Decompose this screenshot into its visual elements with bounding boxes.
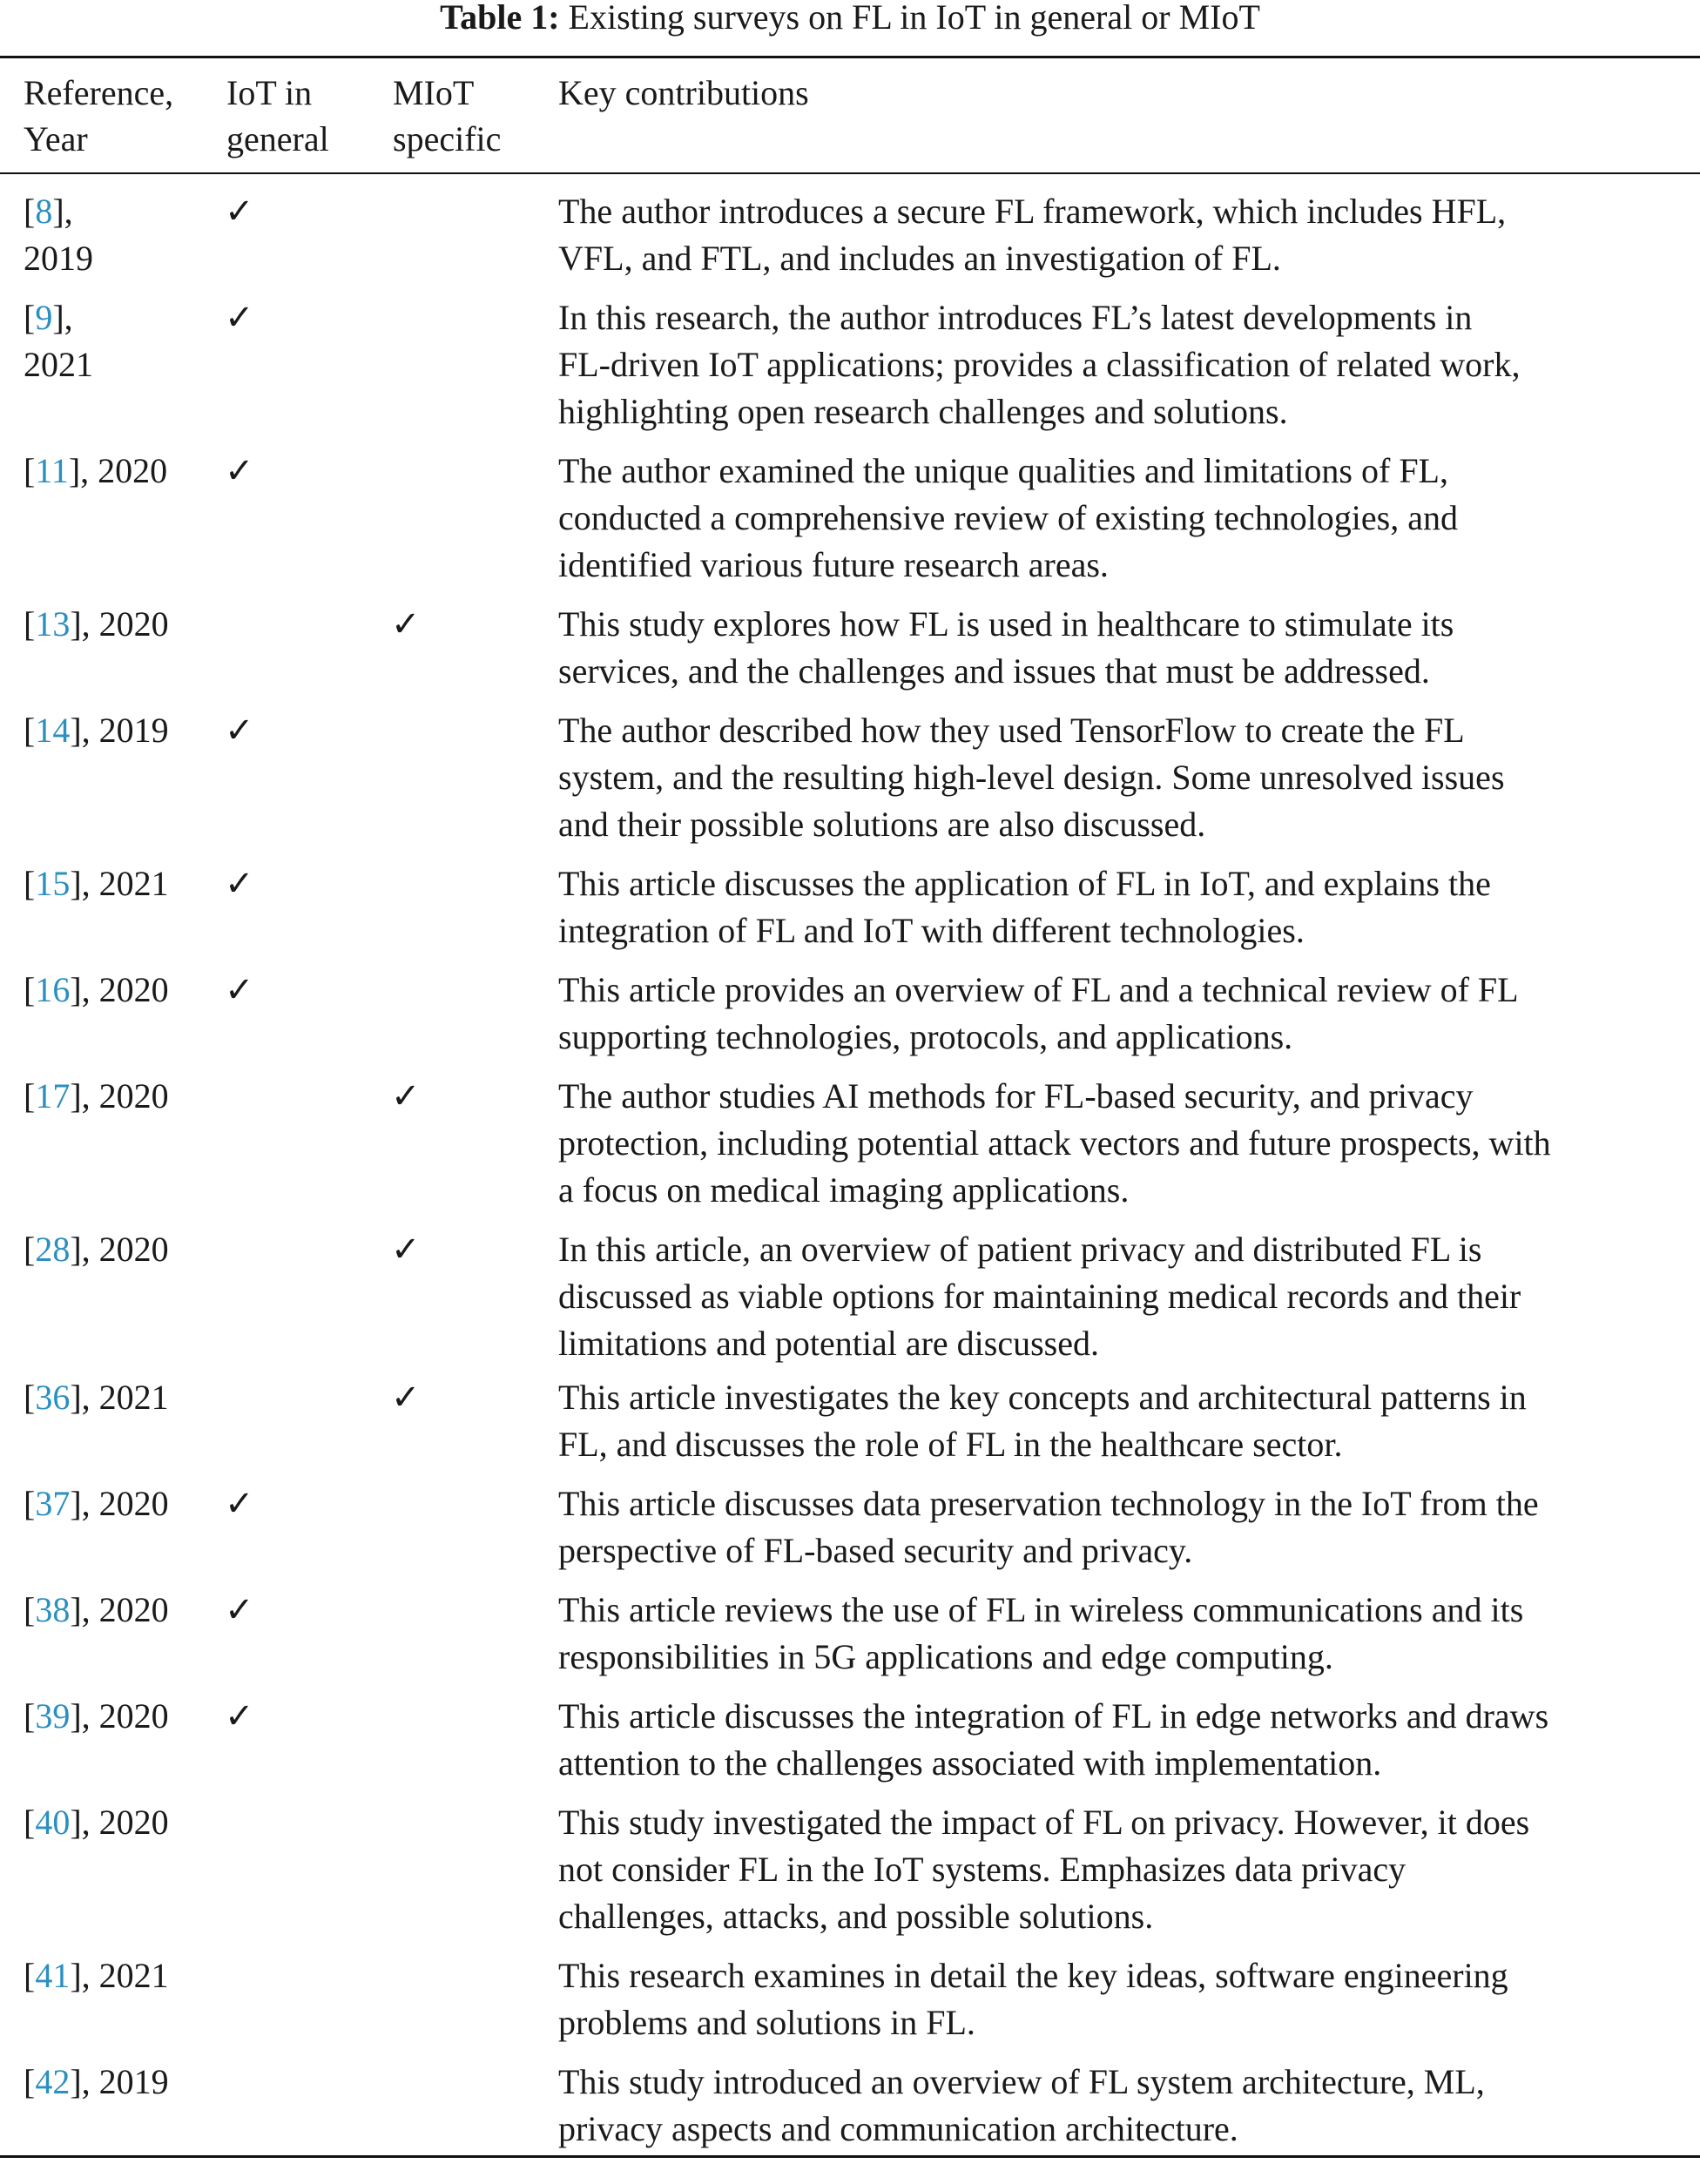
contribution-line: system, and the resulting high-level design. Some unresolved issues [558, 758, 1505, 797]
reference-cell [24, 1587, 224, 1634]
reference-line: [8], [24, 192, 73, 231]
contribution-line: The author introduces a secure FL framework, which includes HFL, [558, 192, 1507, 231]
citation-link[interactable]: 37 [35, 1484, 71, 1523]
contribution-line: conducted a comprehensive review of existing technologies, and [558, 498, 1458, 537]
reference-line: [42], 2019 [24, 2062, 169, 2101]
contribution-line: services, and the challenges and issues that must be addressed. [558, 651, 1430, 691]
reference-cell [24, 2059, 224, 2106]
checkmark-icon: ✓ [225, 298, 254, 338]
contribution-line: This article reviews the use of FL in wireless communications and its [558, 1590, 1524, 1629]
contribution-line: The author described how they used TensorFlow to create the FL [558, 711, 1465, 750]
reference-cell [24, 1226, 224, 1273]
reference-cell [24, 1952, 224, 1999]
iot-general-cell [225, 860, 277, 907]
iot-general-cell [225, 707, 277, 754]
reference-line: [36], 2021 [24, 1378, 169, 1417]
reference-line: [14], 2019 [24, 711, 169, 750]
citation-link[interactable]: 40 [35, 1803, 71, 1842]
contribution-line: discussed as viable options for maintaining medical records and their [558, 1277, 1521, 1316]
contribution-line: The author studies AI methods for FL-based security, and privacy [558, 1076, 1474, 1116]
reference-cell [24, 1693, 224, 1740]
checkmark-icon: ✓ [225, 711, 254, 751]
miot-specific-cell [391, 1374, 443, 1421]
miot-specific-cell [391, 601, 443, 648]
reference-line: [38], 2020 [24, 1590, 169, 1629]
reference-cell [24, 1799, 224, 1846]
key-contributions-cell [558, 1226, 1695, 1367]
checkmark-icon: ✓ [225, 1590, 254, 1630]
contribution-line: This article discusses data preservation technology in the IoT from the [558, 1484, 1539, 1523]
header-line: IoT in [226, 73, 313, 112]
key-contributions-cell [558, 448, 1695, 589]
miot-specific-cell [391, 1226, 443, 1273]
contribution-line: This study introduced an overview of FL system architecture, ML, [558, 2062, 1485, 2101]
key-contributions-cell [558, 1374, 1695, 1468]
contribution-line: The author examined the unique qualities and limitations of FL, [558, 451, 1448, 490]
checkmark-icon: ✓ [391, 1378, 421, 1418]
citation-link[interactable]: 41 [35, 1956, 71, 1995]
key-contributions-cell [558, 707, 1695, 848]
reference-line: 2019 [24, 239, 93, 278]
reference-line: [16], 2020 [24, 970, 169, 1009]
contribution-line: and their possible solutions are also discussed. [558, 805, 1206, 844]
citation-link[interactable]: 11 [35, 451, 69, 490]
checkmark-icon: ✓ [225, 192, 254, 232]
iot-general-cell [225, 1480, 277, 1527]
contribution-line: FL-driven IoT applications; provides a classification of related work, [558, 345, 1521, 384]
contribution-line: This article investigates the key concepts and architectural patterns in [558, 1378, 1527, 1417]
checkmark-icon: ✓ [225, 970, 254, 1010]
contribution-line: not consider FL in the IoT systems. Emphasizes data privacy [558, 1850, 1407, 1889]
contribution-line: identified various future research areas. [558, 545, 1109, 584]
reference-line: [28], 2020 [24, 1230, 169, 1269]
contribution-line: In this article, an overview of patient privacy and distributed FL is [558, 1230, 1482, 1269]
reference-line: [17], 2020 [24, 1076, 169, 1116]
contribution-line: a focus on medical imaging applications. [558, 1170, 1130, 1210]
key-contributions-cell [558, 967, 1695, 1061]
citation-link[interactable]: 8 [35, 192, 53, 231]
checkmark-icon: ✓ [225, 451, 254, 491]
iot-general-cell [225, 188, 277, 235]
key-contributions-cell [558, 860, 1695, 954]
header-line: Year [24, 119, 88, 158]
table-caption-label: Table 1: [440, 0, 560, 37]
iot-general-cell [225, 1587, 277, 1634]
header-line: MIoT [393, 73, 475, 112]
checkmark-icon: ✓ [391, 604, 421, 644]
reference-line: 2021 [24, 345, 93, 384]
citation-link[interactable]: 36 [35, 1378, 71, 1417]
contribution-line: This article discusses the integration of FL in edge networks and draws [558, 1696, 1549, 1736]
key-contributions-cell [558, 1799, 1695, 1940]
header-line: Reference, [24, 73, 174, 112]
iot-general-cell [225, 294, 277, 341]
citation-link[interactable]: 13 [35, 604, 71, 644]
contribution-line: This article discusses the application of FL in IoT, and explains the [558, 864, 1491, 903]
contribution-line: responsibilities in 5G applications and edge computing. [558, 1637, 1333, 1676]
header-line: general [226, 119, 329, 158]
reference-cell [24, 1480, 224, 1527]
reference-line: [11], 2020 [24, 451, 168, 490]
header-line: specific [393, 119, 502, 158]
table-bottom-rule [0, 2155, 1700, 2158]
contribution-line: protection, including potential attack vectors and future prospects, with [558, 1123, 1551, 1163]
citation-link[interactable]: 14 [35, 711, 71, 750]
contribution-line: In this research, the author introduces FL’s latest developments in [558, 298, 1473, 337]
contribution-line: This study investigated the impact of FL on privacy. However, it does [558, 1803, 1530, 1842]
contribution-line: supporting technologies, protocols, and applications. [558, 1017, 1293, 1056]
reference-line: [13], 2020 [24, 604, 169, 644]
citation-link[interactable]: 42 [35, 2062, 71, 2101]
contribution-line: This article provides an overview of FL and a technical review of FL [558, 970, 1519, 1009]
key-contributions-cell [558, 294, 1695, 435]
citation-link[interactable]: 9 [35, 298, 53, 337]
citation-link[interactable]: 28 [35, 1230, 71, 1269]
iot-general-cell [225, 967, 277, 1014]
contribution-line: highlighting open research challenges and solutions. [558, 392, 1288, 431]
reference-line: [37], 2020 [24, 1484, 169, 1523]
table-caption-text: Existing surveys on FL in IoT in general or MIoT [568, 0, 1260, 37]
key-contributions-cell [558, 1587, 1695, 1681]
contribution-line: VFL, and FTL, and includes an investigation of FL. [558, 239, 1281, 278]
iot-general-cell [225, 1693, 277, 1740]
reference-line: [9], [24, 298, 73, 337]
header-line: Key contributions [558, 73, 809, 112]
reference-cell [24, 1374, 224, 1421]
key-contributions-cell [558, 601, 1695, 695]
checkmark-icon: ✓ [391, 1076, 421, 1116]
contribution-line: This study explores how FL is used in healthcare to stimulate its [558, 604, 1454, 644]
citation-link[interactable]: 17 [35, 1076, 71, 1116]
miot-specific-cell [391, 1073, 443, 1120]
key-contributions-cell [558, 1480, 1695, 1574]
contribution-line: FL, and discusses the role of FL in the healthcare sector. [558, 1425, 1343, 1464]
reference-line: [39], 2020 [24, 1696, 169, 1736]
citation-link[interactable]: 16 [35, 970, 71, 1009]
key-contributions-cell [558, 1952, 1695, 2046]
reference-line: [15], 2021 [24, 864, 169, 903]
reference-line: [40], 2020 [24, 1803, 169, 1842]
contribution-line: perspective of FL-based security and privacy. [558, 1531, 1193, 1570]
citation-link[interactable]: 15 [35, 864, 71, 903]
key-contributions-cell [558, 1073, 1695, 1214]
reference-cell [24, 188, 224, 282]
contribution-line: challenges, attacks, and possible solutions. [558, 1897, 1154, 1936]
reference-cell [24, 601, 224, 648]
reference-line: [41], 2021 [24, 1956, 169, 1995]
contribution-line: This research examines in detail the key ideas, software engineering [558, 1956, 1508, 1995]
contribution-line: problems and solutions in FL. [558, 2003, 975, 2042]
checkmark-icon: ✓ [391, 1230, 421, 1270]
key-contributions-cell [558, 188, 1695, 282]
key-contributions-cell [558, 1693, 1695, 1787]
citation-link[interactable]: 38 [35, 1590, 71, 1629]
reference-cell [24, 1073, 224, 1120]
contribution-line: integration of FL and IoT with different technologies. [558, 911, 1305, 950]
reference-cell [24, 967, 224, 1014]
reference-cell [24, 860, 224, 907]
contribution-line: privacy aspects and communication architecture. [558, 2109, 1238, 2148]
citation-link[interactable]: 39 [35, 1696, 71, 1736]
checkmark-icon: ✓ [225, 1696, 254, 1736]
key-contributions-cell [558, 2059, 1695, 2153]
reference-cell [24, 294, 224, 388]
contribution-line: limitations and potential are discussed. [558, 1324, 1099, 1363]
checkmark-icon: ✓ [225, 1484, 254, 1524]
reference-cell [24, 448, 224, 495]
iot-general-cell [225, 448, 277, 495]
contribution-line: attention to the challenges associated with implementation. [558, 1743, 1382, 1783]
reference-cell [24, 707, 224, 754]
checkmark-icon: ✓ [225, 864, 254, 904]
